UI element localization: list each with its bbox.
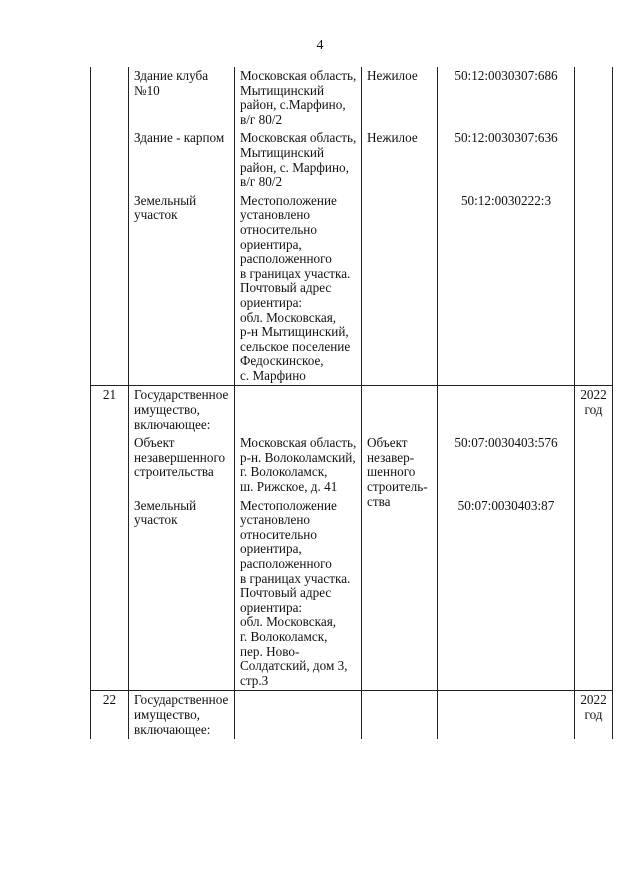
address-line: относительно [240, 221, 317, 237]
address-line: расположенного [240, 251, 332, 267]
year-cell [575, 67, 613, 129]
address-line: г. Волоколамск, [240, 464, 328, 480]
object-name-line: Объект [134, 435, 175, 451]
page-number: 4 [316, 38, 324, 53]
object-name-cell [129, 497, 235, 691]
object-name-line: имущество, [134, 402, 200, 418]
address-cell [235, 497, 362, 691]
object-name-cell [129, 129, 235, 191]
cadastral-cell [438, 386, 575, 434]
year-value: 2022 [580, 387, 607, 403]
address-line: в/г 80/2 [240, 174, 283, 190]
object-name-line: участок [134, 512, 178, 528]
object-name-cell [129, 192, 235, 386]
address-line: Местоположение [240, 497, 337, 513]
address-cell [235, 129, 362, 191]
object-type-cell [362, 386, 438, 434]
address-line: Московская область, [240, 130, 357, 146]
object-name-cell [129, 386, 235, 434]
address-line: г. Волоколамск, [240, 628, 328, 644]
address-cell [235, 691, 362, 740]
object-name-line: Государственное [134, 387, 229, 403]
address-line: ш. Рижское, д. 41 [240, 479, 338, 495]
cadastral-cell [438, 67, 575, 129]
cadastral-cell [438, 497, 575, 691]
address-line: район, с. Марфино, [240, 159, 349, 175]
row-number-cell [91, 192, 129, 386]
address-line: Московская область, [240, 68, 357, 83]
address-cell [235, 67, 362, 129]
table-row [91, 434, 613, 496]
year-cell [575, 691, 613, 740]
table-row [91, 129, 613, 191]
address-line: в границах участка. [240, 570, 351, 586]
address-line: Солдатский, дом 3, [240, 658, 348, 674]
object-name-cell [129, 691, 235, 740]
cadastral-number: 50:12:0030307:686 [454, 68, 558, 83]
object-name-cell [129, 434, 235, 496]
row-number: 22 [102, 692, 117, 708]
address-line: ориентира, [240, 541, 302, 557]
object-type-cell [362, 434, 438, 691]
object-name-cell [129, 67, 235, 129]
address-line: обл. Московская, [240, 614, 337, 630]
address-line: р-н Мытищинский, [240, 324, 349, 340]
address-line: в/г 80/2 [240, 111, 283, 127]
address-line: ориентира: [240, 599, 303, 615]
year-unit: год [584, 706, 603, 722]
address-line: с. Марфино [240, 367, 306, 383]
address-cell [235, 192, 362, 386]
object-name-line: имущество, [134, 706, 200, 722]
row-number-cell [91, 434, 129, 496]
address-line: сельское поселение [240, 338, 351, 354]
address-line: расположенного [240, 556, 332, 571]
year-cell [575, 434, 613, 496]
row-number-cell [91, 497, 129, 691]
object-name-line: незавершенного [134, 449, 226, 465]
table-row [91, 386, 613, 434]
object-name-line: участок [134, 207, 178, 223]
cadastral-number: 50:07:0030403:576 [454, 435, 558, 451]
address-line: установлено [240, 512, 311, 528]
row-number-cell [91, 691, 129, 740]
object-type-cell [362, 67, 438, 129]
table-row [91, 192, 613, 386]
row-number-cell [91, 386, 129, 434]
cadastral-number: 50:07:0030403:87 [457, 497, 555, 513]
address-line: относительно [240, 526, 317, 542]
object-name-line: Государственное [134, 692, 229, 708]
row-number-cell [91, 129, 129, 191]
object-type-line: шенного [367, 464, 416, 480]
year-cell [575, 192, 613, 386]
address-line: в границах участка. [240, 265, 351, 281]
table-row [91, 497, 613, 691]
object-name-line: строительства [134, 464, 214, 480]
object-name-line: Земельный [134, 192, 197, 208]
object-type: Нежилое [367, 130, 418, 146]
address-line: Мытищинский [240, 82, 325, 98]
object-type-cell [362, 192, 438, 386]
object-name-line: включающее: [134, 416, 211, 432]
address-line: ориентира: [240, 294, 303, 310]
object-type-line: незавер- [367, 449, 415, 465]
row-number: 21 [102, 387, 117, 403]
address-line: Московская область, [240, 435, 357, 451]
address-line: стр.3 [240, 672, 269, 688]
object-type-line: Объект [367, 435, 408, 451]
address-line: Почтовый адрес [240, 280, 332, 296]
address-line: обл. Московская, [240, 309, 337, 325]
object-name-line: №10 [134, 82, 160, 98]
year-value: 2022 [580, 692, 607, 708]
cadastral-number: 50:12:0030222:3 [460, 192, 552, 208]
object-name-line: Здание - карпом [134, 130, 225, 146]
address-line: ориентира, [240, 236, 302, 252]
year-cell [575, 129, 613, 191]
address-line: Местоположение [240, 192, 337, 208]
year-unit: год [584, 402, 603, 418]
object-name-line: Земельный [134, 497, 197, 513]
cadastral-cell [438, 691, 575, 740]
row-number-cell [91, 67, 129, 129]
cadastral-number: 50:12:0030307:636 [454, 130, 558, 146]
object-name-line: включающее: [134, 721, 211, 737]
cadastral-cell [438, 129, 575, 191]
year-cell [575, 386, 613, 434]
object-type-line: строитель- [367, 479, 428, 495]
address-line: р-н. Волоколамский, [240, 449, 356, 465]
object-type-line: ства [367, 493, 391, 509]
address-line: район, с.Марфино, [240, 97, 346, 113]
address-cell [235, 386, 362, 434]
table-row [91, 691, 613, 740]
cadastral-cell [438, 434, 575, 496]
address-cell [235, 434, 362, 496]
object-type-cell [362, 129, 438, 191]
property-table [90, 67, 613, 739]
object-type-cell [362, 691, 438, 740]
cadastral-cell [438, 192, 575, 386]
object-name-line: Здание клуба [134, 68, 209, 83]
address-line: Федоскинское, [240, 353, 324, 369]
address-line: Мытищинский [240, 144, 325, 160]
address-line: Почтовый адрес [240, 585, 332, 601]
object-type: Нежилое [367, 68, 418, 83]
address-line: установлено [240, 207, 311, 223]
table-row [91, 67, 613, 129]
address-line: пер. Ново- [240, 643, 300, 659]
year-cell [575, 497, 613, 691]
